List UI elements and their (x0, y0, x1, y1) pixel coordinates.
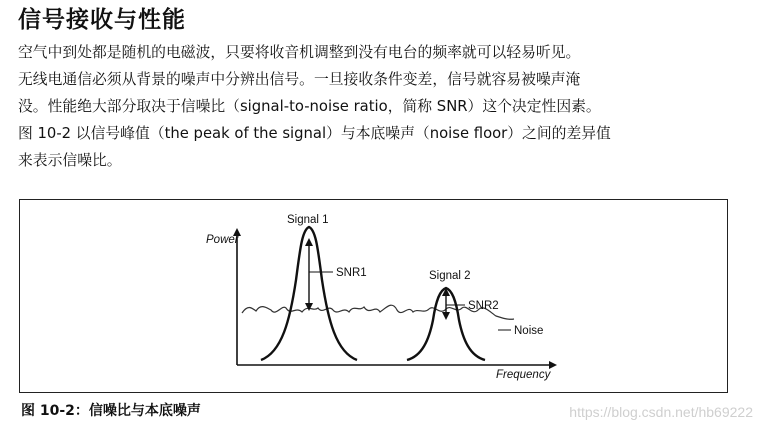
snr-diagram (20, 200, 727, 392)
paragraph-line-5: 来表示信噪比。 (18, 152, 122, 169)
figure-caption: 图 10-2：信噪比与本底噪声 (21, 403, 201, 419)
snr-1-label: SNR1 (336, 267, 367, 279)
paragraph-line-2: 无线电通信必须从背景的噪声中分辨出信号。一旦接收条件变差，信号就容易被噪声淹 (18, 71, 581, 88)
signal-2-label: Signal 2 (429, 270, 471, 282)
paragraph-line-4: 图 10-2 以信号峰值（the peak of the signal）与本底噪声（noise floor）之间的差异值 (18, 125, 611, 142)
watermark: https://blog.csdn.net/hb69222 (569, 404, 753, 420)
signal-1-label: Signal 1 (287, 214, 329, 226)
figure-10-2 (19, 199, 728, 393)
paragraph-line-3: 没。性能绝大部分取决于信噪比（signal-to-noise ratio，简称 SNR）这个决定性因素。 (18, 98, 601, 115)
section-heading: 信号接收与性能 (18, 7, 186, 33)
paragraph-line-1: 空气中到处都是随机的电磁波，只要将收音机调整到没有电台的频率就可以轻易听见。 (18, 44, 581, 61)
noise-label: Noise (514, 325, 544, 337)
snr-2-label: SNR2 (468, 300, 499, 312)
x-axis-label: Frequency (496, 369, 551, 381)
y-axis-label: Power (206, 234, 239, 246)
